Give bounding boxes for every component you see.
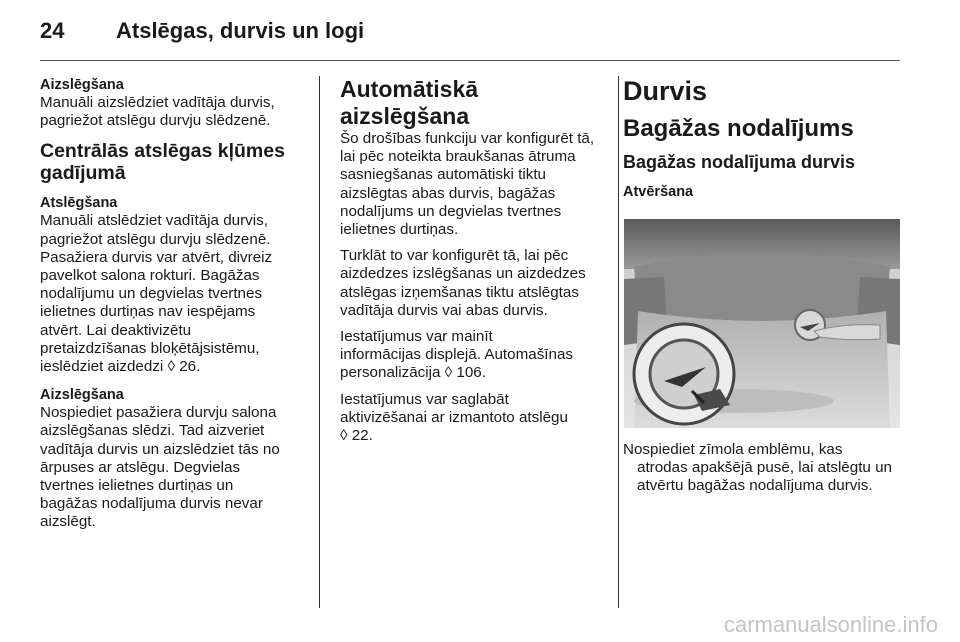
text-line: ielietnes durtiņas. xyxy=(340,221,459,239)
paragraph-auto-4 xyxy=(340,391,612,446)
column-divider-2 xyxy=(618,76,619,608)
paragraph-lock-2 xyxy=(40,404,310,531)
text-line: vadītāja durvis un aizslēdziet tās no xyxy=(40,440,280,458)
column-3 xyxy=(623,76,908,201)
heading-line: gadījumā xyxy=(40,162,126,185)
heading-auto-lock: Automātiskā aizslēgšana xyxy=(340,76,479,129)
text-line: sasniegšanas automātiski tiktu xyxy=(340,166,546,184)
heading-lock-1: Aizslēgšana xyxy=(40,77,124,93)
text-line: personalizācija ◊ 106. xyxy=(340,364,486,382)
text-line: tvertnes ielietnes durtiņas un xyxy=(40,477,234,495)
paragraph-lock-1 xyxy=(40,94,310,130)
text-line: pretaizdzīšanas bloķētājsistēmu, xyxy=(40,339,260,357)
caption-line: atrodas apakšējā pusē, lai atslēgtu un xyxy=(637,459,892,477)
paragraph-auto-2 xyxy=(340,247,612,320)
text-line: atvērt. Lai deaktivizētu xyxy=(40,321,192,339)
text-line: aizslēgt. xyxy=(40,513,96,531)
heading-lock-2: Aizslēgšana xyxy=(40,387,124,404)
text-line: aizslēgšanas slēdzi. Tad aizveriet xyxy=(40,422,265,440)
paragraph-auto-3 xyxy=(340,328,612,383)
text-line: ielietnes durtiņas nav iespējams xyxy=(40,303,256,321)
page-header xyxy=(40,18,364,44)
text-line: informācijas displejā. Automašīnas xyxy=(340,346,573,364)
paragraph-unlock xyxy=(40,212,310,376)
text-line: atslēgas izņemšanas tiktu atslēgtas xyxy=(340,283,579,301)
page-title: Atslēgas, durvis un logi xyxy=(116,18,365,43)
text-line: nodalījumu un degvielas tvertnes xyxy=(40,285,263,303)
text-line: ieslēdziet aizdedzi ◊ 26. xyxy=(40,358,201,376)
text-line: pavelkot salona rokturi. Bagāžas xyxy=(40,267,260,285)
caption-line: Nospiediet zīmola emblēmu, kas xyxy=(623,441,843,458)
heading-unlock: Atslēgšana xyxy=(40,195,118,212)
header-rule xyxy=(40,60,900,61)
column-2 xyxy=(340,76,612,445)
caption-line: atvērtu bagāžas nodalījuma durvis. xyxy=(637,477,873,495)
text-line: vadītāja durvis vai abas durvis. xyxy=(340,301,548,319)
text-line: pagriežot atslēgu durvju slēdzenē. xyxy=(40,112,271,130)
text-line: Pasažiera durvis var atvērt, divreiz xyxy=(40,248,273,266)
tailgate-illustration xyxy=(624,219,900,428)
paragraph-auto-1 xyxy=(340,130,612,239)
text-line: Šo drošības funkciju var konfigurēt tā, xyxy=(340,130,595,147)
watermark: carmanualsonline.info xyxy=(723,612,938,637)
text-line: aizdedzes izslēgšanas un aizdedzes xyxy=(340,265,586,283)
text-line: Manuāli atslēdziet vadītāja durvis, xyxy=(40,212,268,230)
column-divider-1 xyxy=(319,76,320,608)
text-line: bagāžas nodalījuma durvis nevar xyxy=(40,495,263,513)
text-line: pagriežot atslēgu durvju slēdzenē. xyxy=(40,230,271,248)
heading-doors: Durvis xyxy=(623,76,708,106)
text-line: Manuāli aizslēdziet vadītāja durvis, xyxy=(40,94,275,111)
column-1 xyxy=(40,76,310,532)
page-number: 24 xyxy=(40,18,65,43)
caption-block xyxy=(623,441,908,496)
heading-opening: Atvēršana xyxy=(623,184,694,200)
text-line: ārpuses ar atslēgu. Degvielas xyxy=(40,458,241,476)
text-line: Turklāt to var konfigurēt tā, lai pēc xyxy=(340,247,569,265)
text-line: lai pēc noteikta braukšanas ātruma xyxy=(340,148,576,166)
text-line: ◊ 22. xyxy=(340,427,373,445)
heading-tailgate: Bagāžas nodalījuma durvis xyxy=(623,152,856,172)
heading-luggage: Bagāžas nodalījums xyxy=(623,115,854,142)
text-line: aizslēgtas abas durvis, bagāžas xyxy=(340,184,556,202)
heading-fault xyxy=(40,140,310,184)
text-line: Iestatījumus var mainīt xyxy=(340,328,493,346)
text-line: Nospiediet pasažiera durvju salona xyxy=(40,404,277,422)
heading-line: Centrālās atslēgas kļūmes xyxy=(40,140,285,163)
text-line: aktivizēšanai ar izmantoto atslēgu xyxy=(340,408,568,426)
text-line: Iestatījumus var saglabāt xyxy=(340,390,509,408)
text-line: nodalījums un degvielas tvertnes xyxy=(340,202,562,220)
